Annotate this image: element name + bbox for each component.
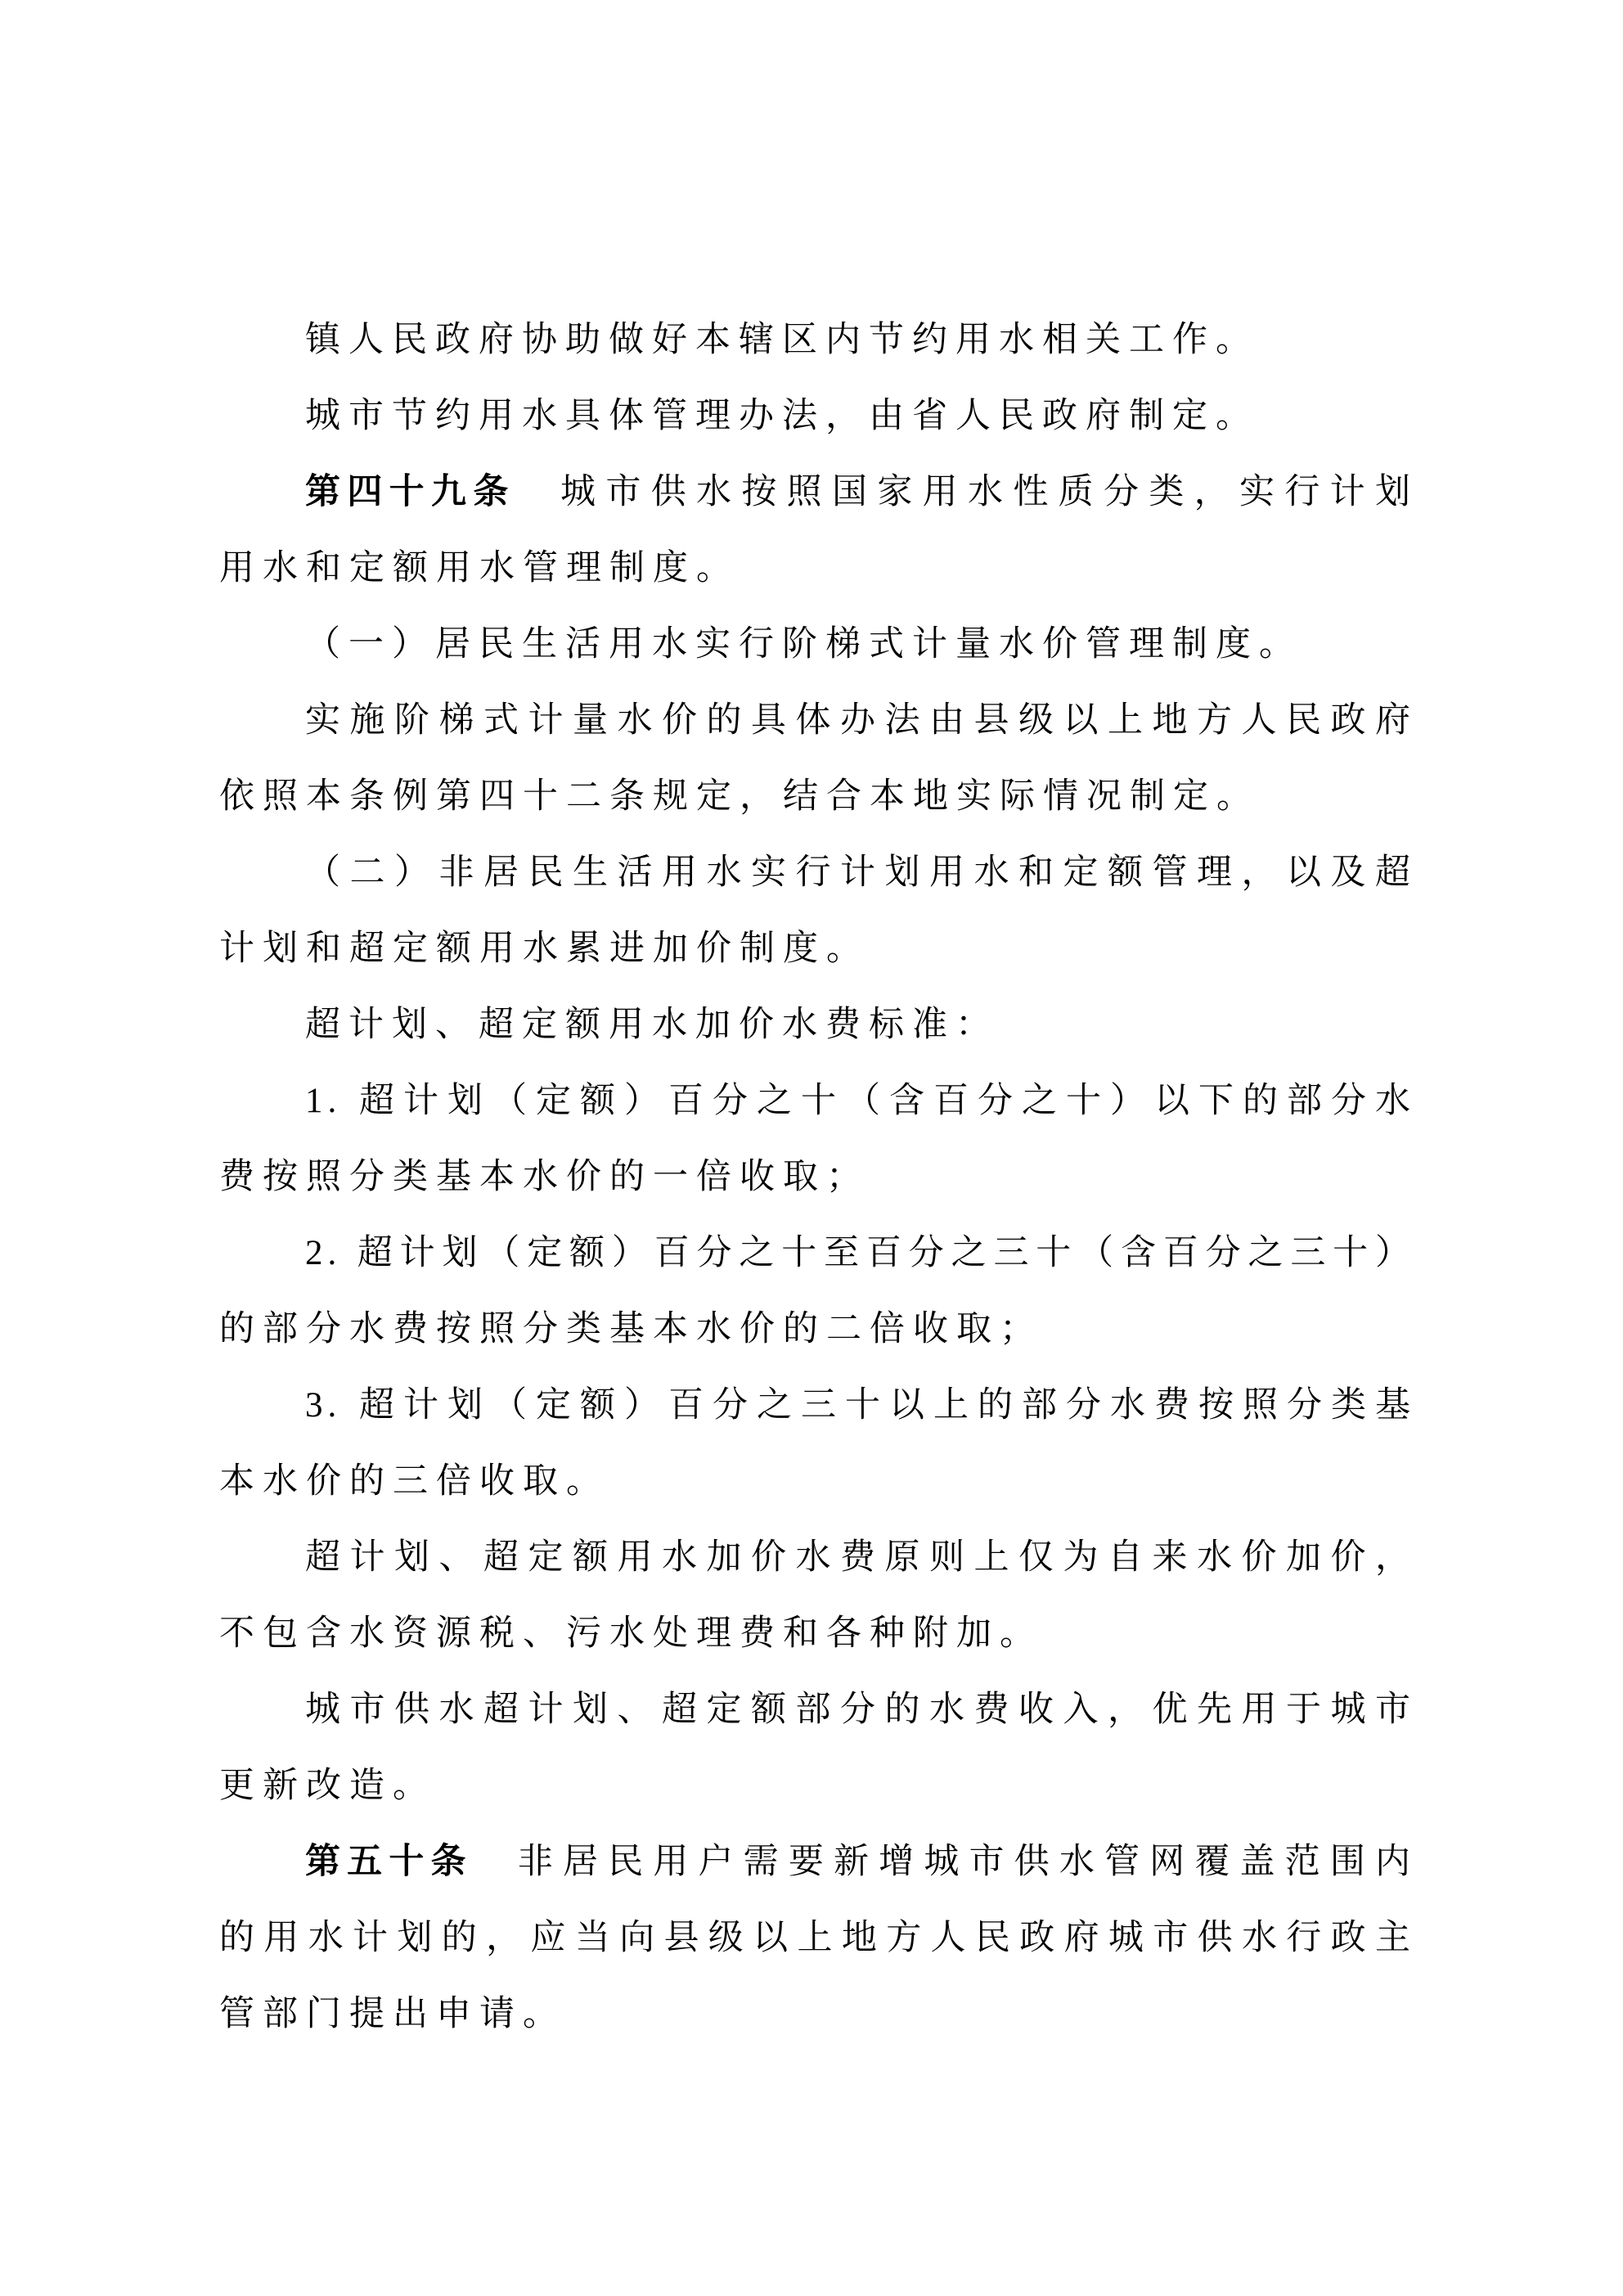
text-line — [219, 1519, 1415, 1596]
line-text: （一）居民生活用水实行阶梯式计量水价管理制度。 — [305, 625, 1302, 664]
line-text: 城市节约用水具体管理办法，由省人民政府制定。 — [305, 397, 1259, 435]
text-line — [219, 682, 1415, 759]
text-line — [219, 1596, 1415, 1672]
line-text: 本水价的三倍收取。 — [219, 1462, 609, 1501]
text-line — [219, 1139, 1415, 1215]
document-body — [219, 302, 1415, 2052]
text-line — [219, 911, 1415, 987]
article-number: 第五十条 — [305, 1842, 473, 1881]
article-number: 第四十九条 — [305, 472, 515, 511]
text-line — [219, 1063, 1415, 1139]
text-line — [219, 302, 1415, 378]
line-text: 2. 超计划（定额）百分之十至百分之三十（含百分之三十） — [305, 1234, 1415, 1272]
line-text: 城市供水超计划、超定额部分的水费收入，优先用于城市 — [305, 1690, 1415, 1729]
line-text: 不包含水资源税、污水处理费和各种附加。 — [219, 1614, 1043, 1653]
text-line — [219, 606, 1415, 682]
line-text: （二）非居民生活用水实行计划用水和定额管理，以及超 — [305, 853, 1415, 892]
line-text: 3. 超计划（定额）百分之三十以上的部分水费按照分类基 — [305, 1386, 1415, 1425]
text-line — [219, 454, 1415, 530]
line-text: 依照本条例第四十二条规定，结合本地实际情况制定。 — [219, 777, 1260, 816]
text-line — [219, 1976, 1415, 2052]
line-text: 的用水计划的，应当向县级以上地方人民政府城市供水行政主 — [219, 1919, 1415, 1957]
text-line — [219, 1672, 1415, 1748]
line-text: 用水和定额用水管理制度。 — [219, 549, 740, 588]
text-line — [219, 530, 1415, 606]
text-line — [219, 835, 1415, 911]
line-text: 计划和超定额用水累进加价制度。 — [219, 930, 870, 968]
line-text: 费按照分类基本水价的一倍收取； — [219, 1158, 870, 1196]
text-line — [219, 1748, 1415, 1824]
text-line — [219, 1443, 1415, 1519]
line-text: 非居民用户需要新增城市供水管网覆盖范围内 — [472, 1843, 1416, 1881]
line-text: 城市供水按照国家用水性质分类，实行计划 — [515, 473, 1416, 511]
text-line — [219, 1291, 1415, 1367]
line-text: 更新改造。 — [219, 1767, 436, 1805]
text-line — [219, 1900, 1415, 1976]
line-text: 超计划、超定额用水加价水费原则上仅为自来水价加价， — [305, 1538, 1415, 1577]
text-line — [219, 1824, 1415, 1900]
text-line — [219, 378, 1415, 454]
text-line — [219, 759, 1415, 835]
text-line — [219, 1367, 1415, 1443]
line-text: 1. 超计划（定额）百分之十（含百分之十）以下的部分水 — [305, 1082, 1415, 1120]
text-line — [219, 987, 1415, 1063]
line-text: 超计划、超定额用水加价水费标准： — [305, 1006, 999, 1044]
line-text: 镇人民政府协助做好本辖区内节约用水相关工作。 — [305, 321, 1259, 359]
line-text: 实施阶梯式计量水价的具体办法由县级以上地方人民政府 — [305, 701, 1415, 740]
line-text: 的部分水费按照分类基本水价的二倍收取； — [219, 1310, 1043, 1348]
text-line — [219, 1215, 1415, 1291]
line-text: 管部门提出申请。 — [219, 1995, 566, 2033]
